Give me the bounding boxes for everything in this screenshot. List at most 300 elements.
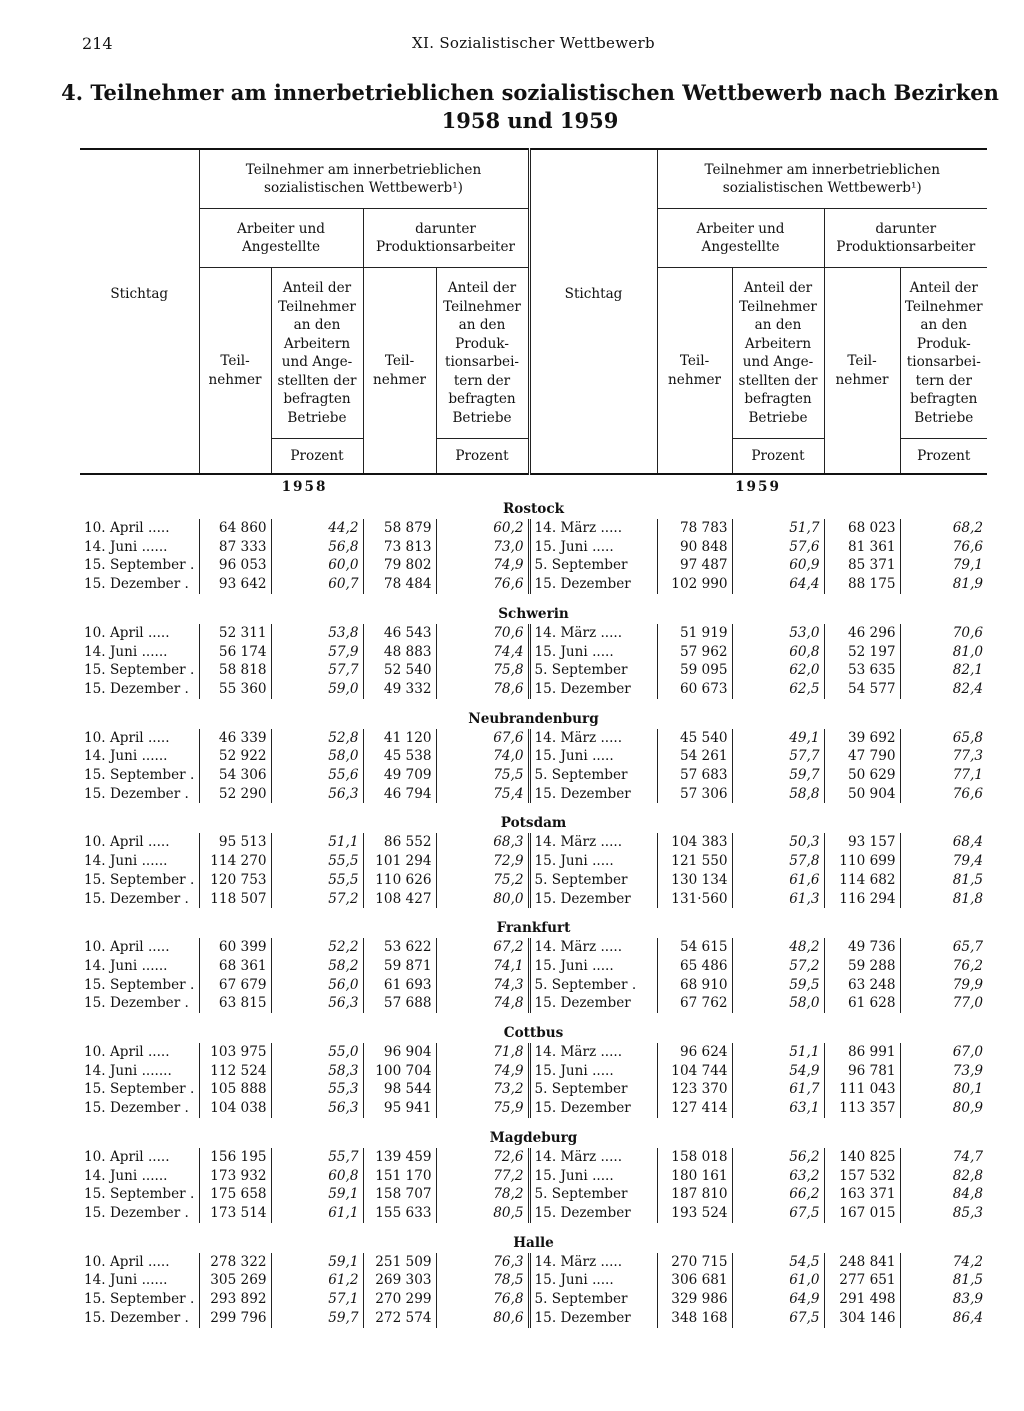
percent-produktion-1958: 75,9	[436, 1099, 529, 1118]
percent-produktion-1959: 68,2	[900, 519, 987, 538]
percent-produktion-1959: 86,4	[900, 1309, 987, 1328]
date-1958: 15. Dezember .	[84, 995, 189, 1012]
header-stichtag-spacer	[80, 439, 199, 475]
participants-arbeiter-1958: 95 513	[199, 833, 271, 852]
percent-produktion-1958: 74,9	[436, 556, 529, 575]
spacer-cell	[80, 594, 987, 604]
participants-produktion-1958: 155 633	[363, 1204, 436, 1223]
date-1958: 15. September .	[84, 767, 195, 784]
participants-produktion-1959: 50 629	[824, 766, 900, 785]
percent-arbeiter-1958: 55,7	[271, 1148, 363, 1167]
participants-produktion-1959: 59 288	[824, 957, 900, 976]
percent-produktion-1959: 84,8	[900, 1185, 987, 1204]
percent-arbeiter-1959: 62,5	[732, 680, 824, 699]
participants-produktion-1959: 53 635	[824, 661, 900, 680]
participants-produktion-1959: 54 577	[824, 680, 900, 699]
percent-arbeiter-1958: 55,5	[271, 871, 363, 890]
participants-produktion-1959: 85 371	[824, 556, 900, 575]
percent-arbeiter-1959: 59,7	[732, 766, 824, 785]
region-name: Schwerin	[498, 605, 569, 622]
header-teilnehmer: Teil- nehmer	[824, 268, 900, 475]
participants-produktion-1958: 41 120	[363, 729, 436, 748]
statistics-table	[80, 148, 987, 1328]
table-row	[80, 538, 987, 557]
percent-produktion-1959: 81,5	[900, 1271, 987, 1290]
header-teilnehmer: Teil- nehmer	[363, 268, 436, 475]
participants-produktion-1959: 304 146	[824, 1309, 900, 1328]
table-row	[80, 1167, 987, 1186]
percent-arbeiter-1958: 61,2	[271, 1271, 363, 1290]
percent-arbeiter-1959: 51,1	[732, 1043, 824, 1062]
date-1958: 10. April .....	[84, 729, 170, 746]
table-row	[80, 1309, 987, 1328]
participants-produktion-1959: 88 175	[824, 575, 900, 594]
percent-arbeiter-1959: 49,1	[732, 729, 824, 748]
table-row	[80, 871, 987, 890]
date-1959: 15. Juni .....	[529, 1167, 657, 1186]
percent-arbeiter-1958: 52,8	[271, 729, 363, 748]
participants-produktion-1959: 277 651	[824, 1271, 900, 1290]
header-prozent: Prozent	[436, 439, 529, 475]
percent-arbeiter-1958: 58,2	[271, 957, 363, 976]
participants-arbeiter-1959: 104 744	[657, 1062, 732, 1081]
percent-produktion-1958: 67,2	[436, 938, 529, 957]
percent-arbeiter-1959: 66,2	[732, 1185, 824, 1204]
percent-arbeiter-1958: 44,2	[271, 519, 363, 538]
percent-produktion-1959: 77,3	[900, 747, 987, 766]
date-1958: 14. Juni ......	[84, 1167, 168, 1184]
participants-arbeiter-1958: 67 679	[199, 976, 271, 995]
percent-produktion-1959: 81,9	[900, 575, 987, 594]
participants-arbeiter-1958: 112 524	[199, 1062, 271, 1081]
participants-arbeiter-1959: 348 168	[657, 1309, 732, 1328]
date-1959: 14. März .....	[529, 833, 657, 852]
percent-arbeiter-1959: 57,6	[732, 538, 824, 557]
percent-arbeiter-1959: 61,6	[732, 871, 824, 890]
percent-arbeiter-1959: 59,5	[732, 976, 824, 995]
percent-produktion-1958: 70,6	[436, 624, 529, 643]
date-1958: 14. Juni ......	[84, 957, 168, 974]
percent-produktion-1959: 79,1	[900, 556, 987, 575]
percent-arbeiter-1958: 59,0	[271, 680, 363, 699]
percent-arbeiter-1958: 56,3	[271, 1099, 363, 1118]
participants-produktion-1958: 49 709	[363, 766, 436, 785]
participants-produktion-1958: 48 883	[363, 643, 436, 662]
participants-produktion-1959: 49 736	[824, 938, 900, 957]
percent-arbeiter-1958: 55,3	[271, 1080, 363, 1099]
date-1959: 15. Dezember	[529, 994, 657, 1013]
participants-produktion-1959: 50 904	[824, 785, 900, 804]
participants-arbeiter-1958: 96 053	[199, 556, 271, 575]
participants-arbeiter-1958: 299 796	[199, 1309, 271, 1328]
participants-produktion-1959: 86 991	[824, 1043, 900, 1062]
date-1958: 10. April .....	[84, 834, 170, 851]
percent-produktion-1959: 68,4	[900, 833, 987, 852]
region-spacer	[80, 908, 987, 918]
year-label-left: 1958	[281, 479, 328, 495]
percent-produktion-1959: 76,6	[900, 538, 987, 557]
header-teilnehmer: Teil- nehmer	[657, 268, 732, 475]
percent-produktion-1958: 71,8	[436, 1043, 529, 1062]
spacer-cell	[80, 1013, 987, 1023]
participants-produktion-1958: 73 813	[363, 538, 436, 557]
percent-produktion-1959: 82,4	[900, 680, 987, 699]
header-anteil-arbeiter: Anteil der Teilnehmer an den Arbeitern und Ange- stellten der befragten Betriebe	[271, 268, 363, 439]
participants-arbeiter-1959: 158 018	[657, 1148, 732, 1167]
date-1958: 10. April .....	[84, 520, 170, 536]
date-1959: 5. September .	[529, 976, 657, 995]
region-header-row	[80, 813, 987, 833]
participants-arbeiter-1958: 278 322	[199, 1253, 271, 1272]
date-1959: 15. Juni .....	[529, 747, 657, 766]
percent-produktion-1959: 81,0	[900, 643, 987, 662]
spacer-cell	[80, 699, 987, 709]
participants-arbeiter-1958: 105 888	[199, 1080, 271, 1099]
participants-produktion-1959: 163 371	[824, 1185, 900, 1204]
percent-produktion-1958: 72,9	[436, 852, 529, 871]
table-row	[80, 624, 987, 643]
participants-produktion-1959: 167 015	[824, 1204, 900, 1223]
percent-arbeiter-1958: 55,5	[271, 852, 363, 871]
header-produktion-right: darunter Produktionsarbeiter	[824, 209, 987, 268]
participants-arbeiter-1959: 130 134	[657, 871, 732, 890]
participants-produktion-1959: 114 682	[824, 871, 900, 890]
participants-produktion-1958: 151 170	[363, 1167, 436, 1186]
participants-arbeiter-1959: 59 095	[657, 661, 732, 680]
participants-arbeiter-1959: 102 990	[657, 575, 732, 594]
region-name: Cottbus	[503, 1025, 564, 1042]
table-row	[80, 643, 987, 662]
participants-produktion-1958: 59 871	[363, 957, 436, 976]
participants-produktion-1958: 86 552	[363, 833, 436, 852]
percent-arbeiter-1958: 55,6	[271, 766, 363, 785]
participants-arbeiter-1958: 156 195	[199, 1148, 271, 1167]
percent-arbeiter-1959: 57,8	[732, 852, 824, 871]
region-name: Potsdam	[500, 815, 567, 832]
date-1959: 5. September	[529, 871, 657, 890]
date-1959: 5. September	[529, 1080, 657, 1099]
header-group-right: Teilnehmer am innerbetrieblichen sozialistischen Wettbewerb¹)	[657, 149, 987, 209]
participants-arbeiter-1958: 60 399	[199, 938, 271, 957]
percent-arbeiter-1959: 58,8	[732, 785, 824, 804]
participants-arbeiter-1959: 67 762	[657, 994, 732, 1013]
percent-produktion-1958: 80,5	[436, 1204, 529, 1223]
participants-produktion-1958: 57 688	[363, 994, 436, 1013]
region-spacer	[80, 803, 987, 813]
table-row	[80, 1099, 987, 1118]
percent-produktion-1959: 76,6	[900, 785, 987, 804]
date-1959: 14. März .....	[529, 729, 657, 748]
participants-produktion-1958: 61 693	[363, 976, 436, 995]
participants-arbeiter-1959: 57 306	[657, 785, 732, 804]
date-1959: 15. Juni .....	[529, 852, 657, 871]
header-produktion-left: darunter Produktionsarbeiter	[363, 209, 529, 268]
participants-arbeiter-1958: 52 290	[199, 785, 271, 804]
date-1958: 14. Juni .......	[84, 1062, 172, 1079]
participants-produktion-1959: 116 294	[824, 890, 900, 909]
date-1959: 5. September	[529, 556, 657, 575]
region-name: Frankfurt	[496, 920, 571, 937]
participants-arbeiter-1958: 118 507	[199, 890, 271, 909]
participants-produktion-1958: 139 459	[363, 1148, 436, 1167]
table-row	[80, 1080, 987, 1099]
percent-arbeiter-1958: 57,2	[271, 890, 363, 909]
participants-arbeiter-1958: 173 514	[199, 1204, 271, 1223]
participants-arbeiter-1959: 329 986	[657, 1290, 732, 1309]
participants-arbeiter-1959: 68 910	[657, 976, 732, 995]
header-arbeiter-left: Arbeiter und Angestellte	[199, 209, 363, 268]
participants-produktion-1958: 272 574	[363, 1309, 436, 1328]
participants-produktion-1958: 46 794	[363, 785, 436, 804]
date-1958: 10. April .....	[84, 1044, 170, 1061]
table-row	[80, 890, 987, 909]
percent-produktion-1958: 67,6	[436, 729, 529, 748]
percent-produktion-1958: 76,3	[436, 1253, 529, 1272]
date-1959: 14. März .....	[529, 938, 657, 957]
participants-arbeiter-1959: 131·560	[657, 890, 732, 909]
percent-produktion-1959: 81,5	[900, 871, 987, 890]
date-1959: 15. Juni .....	[529, 1271, 657, 1290]
percent-produktion-1959: 85,3	[900, 1204, 987, 1223]
table-row	[80, 766, 987, 785]
date-1958: 15. Dezember .	[84, 1204, 189, 1221]
region-spacer	[80, 594, 987, 604]
percent-arbeiter-1958: 61,1	[271, 1204, 363, 1223]
region-name: Neubrandenburg	[468, 710, 599, 727]
participants-arbeiter-1959: 187 810	[657, 1185, 732, 1204]
table-row	[80, 1253, 987, 1272]
participants-arbeiter-1958: 104 038	[199, 1099, 271, 1118]
participants-arbeiter-1959: 306 681	[657, 1271, 732, 1290]
participants-arbeiter-1959: 51 919	[657, 624, 732, 643]
date-1959: 15. Dezember	[529, 680, 657, 699]
percent-produktion-1958: 74,8	[436, 994, 529, 1013]
spacer-cell	[80, 1223, 987, 1233]
participants-produktion-1958: 96 904	[363, 1043, 436, 1062]
participants-arbeiter-1958: 55 360	[199, 680, 271, 699]
table-title: 4. Teilnehmer am innerbetrieblichen sozialistischen Wettbewerb nach Bezirken	[61, 80, 999, 105]
date-1958: 15. September .	[84, 871, 195, 888]
percent-produktion-1959: 80,9	[900, 1099, 987, 1118]
running-head: XI. Sozialistischer Wettbewerb	[412, 34, 655, 52]
percent-arbeiter-1959: 62,0	[732, 661, 824, 680]
region-header-row	[80, 499, 987, 519]
date-1958: 14. Juni ......	[84, 643, 168, 660]
date-1959: 15. Juni .....	[529, 643, 657, 662]
percent-arbeiter-1958: 60,0	[271, 556, 363, 575]
percent-produktion-1959: 76,2	[900, 957, 987, 976]
table-row	[80, 680, 987, 699]
participants-arbeiter-1959: 45 540	[657, 729, 732, 748]
percent-produktion-1958: 75,5	[436, 766, 529, 785]
date-1959: 15. Dezember	[529, 1204, 657, 1223]
table-body	[80, 474, 987, 1328]
date-1959: 15. Dezember	[529, 1099, 657, 1118]
percent-arbeiter-1958: 56,0	[271, 976, 363, 995]
percent-produktion-1959: 67,0	[900, 1043, 987, 1062]
region-header-row	[80, 604, 987, 624]
percent-produktion-1959: 79,9	[900, 976, 987, 995]
participants-arbeiter-1959: 104 383	[657, 833, 732, 852]
header-group-left: Teilnehmer am innerbetrieblichen sozialistischen Wettbewerb¹)	[199, 149, 529, 209]
spacer-cell	[80, 803, 987, 813]
participants-produktion-1959: 81 361	[824, 538, 900, 557]
region-header-row	[80, 918, 987, 938]
date-1959: 5. September	[529, 1185, 657, 1204]
percent-arbeiter-1958: 58,3	[271, 1062, 363, 1081]
percent-produktion-1959: 65,8	[900, 729, 987, 748]
participants-produktion-1958: 53 622	[363, 938, 436, 957]
participants-produktion-1958: 251 509	[363, 1253, 436, 1272]
percent-produktion-1958: 78,6	[436, 680, 529, 699]
percent-produktion-1959: 80,1	[900, 1080, 987, 1099]
date-1959: 15. Dezember	[529, 1309, 657, 1328]
percent-arbeiter-1959: 57,7	[732, 747, 824, 766]
table-row	[80, 1204, 987, 1223]
date-1958: 15. September .	[84, 1291, 195, 1308]
participants-produktion-1959: 61 628	[824, 994, 900, 1013]
participants-arbeiter-1959: 270 715	[657, 1253, 732, 1272]
participants-arbeiter-1958: 56 174	[199, 643, 271, 662]
participants-arbeiter-1959: 78 783	[657, 519, 732, 538]
table-row	[80, 994, 987, 1013]
participants-arbeiter-1958: 103 975	[199, 1043, 271, 1062]
header-anteil-produktion: Anteil der Teilnehmer an den Produk- tionsarbei- tern der befragten Betriebe	[900, 268, 987, 439]
percent-arbeiter-1959: 48,2	[732, 938, 824, 957]
percent-produktion-1958: 60,2	[436, 519, 529, 538]
percent-produktion-1958: 78,5	[436, 1271, 529, 1290]
participants-arbeiter-1959: 54 615	[657, 938, 732, 957]
region-name: Rostock	[502, 501, 565, 517]
participants-produktion-1959: 52 197	[824, 643, 900, 662]
header-prozent: Prozent	[900, 439, 987, 475]
participants-arbeiter-1958: 120 753	[199, 871, 271, 890]
table-row	[80, 1185, 987, 1204]
table-row	[80, 747, 987, 766]
participants-produktion-1958: 45 538	[363, 747, 436, 766]
percent-produktion-1959: 74,7	[900, 1148, 987, 1167]
percent-arbeiter-1959: 54,9	[732, 1062, 824, 1081]
table-row	[80, 1271, 987, 1290]
header-prozent: Prozent	[271, 439, 363, 475]
spacer-cell	[80, 908, 987, 918]
participants-arbeiter-1959: 121 550	[657, 852, 732, 871]
participants-produktion-1959: 110 699	[824, 852, 900, 871]
percent-arbeiter-1958: 57,1	[271, 1290, 363, 1309]
table-title-years: 1958 und 1959	[441, 108, 619, 133]
participants-arbeiter-1959: 193 524	[657, 1204, 732, 1223]
participants-produktion-1959: 93 157	[824, 833, 900, 852]
participants-arbeiter-1958: 305 269	[199, 1271, 271, 1290]
date-1958: 15. Dezember .	[84, 680, 189, 697]
date-1958: 15. Dezember .	[84, 785, 189, 802]
percent-arbeiter-1958: 59,7	[271, 1309, 363, 1328]
header-stichtag-spacer	[529, 439, 657, 475]
percent-arbeiter-1959: 67,5	[732, 1309, 824, 1328]
date-1958: 14. Juni ......	[84, 1272, 168, 1289]
participants-produktion-1959: 140 825	[824, 1148, 900, 1167]
percent-produktion-1958: 75,2	[436, 871, 529, 890]
percent-arbeiter-1959: 64,4	[732, 575, 824, 594]
date-1959: 14. März .....	[529, 1253, 657, 1272]
percent-produktion-1958: 75,4	[436, 785, 529, 804]
region-spacer	[80, 1118, 987, 1128]
participants-produktion-1959: 39 692	[824, 729, 900, 748]
year-label-right: 1959	[735, 479, 781, 495]
date-1959: 5. September	[529, 661, 657, 680]
date-1959: 5. September	[529, 766, 657, 785]
participants-produktion-1959: 47 790	[824, 747, 900, 766]
table-row	[80, 661, 987, 680]
participants-produktion-1959: 68 023	[824, 519, 900, 538]
percent-produktion-1958: 74,1	[436, 957, 529, 976]
participants-arbeiter-1958: 293 892	[199, 1290, 271, 1309]
percent-arbeiter-1959: 63,2	[732, 1167, 824, 1186]
percent-arbeiter-1959: 67,5	[732, 1204, 824, 1223]
header-arbeiter-right: Arbeiter und Angestellte	[657, 209, 824, 268]
participants-produktion-1958: 108 427	[363, 890, 436, 909]
participants-produktion-1959: 157 532	[824, 1167, 900, 1186]
region-spacer	[80, 699, 987, 709]
region-header-row	[80, 1233, 987, 1253]
date-1959: 14. März .....	[529, 1043, 657, 1062]
participants-produktion-1959: 248 841	[824, 1253, 900, 1272]
percent-produktion-1958: 76,8	[436, 1290, 529, 1309]
percent-produktion-1958: 74,9	[436, 1062, 529, 1081]
percent-produktion-1959: 77,1	[900, 766, 987, 785]
participants-arbeiter-1959: 65 486	[657, 957, 732, 976]
date-1959: 15. Dezember	[529, 575, 657, 594]
table-row	[80, 833, 987, 852]
percent-produktion-1958: 72,6	[436, 1148, 529, 1167]
participants-produktion-1959: 46 296	[824, 624, 900, 643]
percent-produktion-1958: 73,2	[436, 1080, 529, 1099]
participants-produktion-1958: 46 543	[363, 624, 436, 643]
participants-arbeiter-1958: 63 815	[199, 994, 271, 1013]
participants-produktion-1958: 101 294	[363, 852, 436, 871]
date-1958: 15. Dezember .	[84, 1309, 189, 1326]
date-1958: 14. Juni ......	[84, 748, 168, 765]
percent-arbeiter-1959: 60,9	[732, 556, 824, 575]
spacer-cell	[80, 1118, 987, 1128]
participants-arbeiter-1959: 57 683	[657, 766, 732, 785]
participants-arbeiter-1959: 57 962	[657, 643, 732, 662]
percent-arbeiter-1958: 57,7	[271, 661, 363, 680]
percent-produktion-1959: 73,9	[900, 1062, 987, 1081]
participants-produktion-1959: 96 781	[824, 1062, 900, 1081]
participants-arbeiter-1959: 97 487	[657, 556, 732, 575]
date-1958: 14. Juni ......	[84, 538, 168, 555]
percent-produktion-1959: 83,9	[900, 1290, 987, 1309]
percent-produktion-1958: 80,0	[436, 890, 529, 909]
participants-produktion-1958: 110 626	[363, 871, 436, 890]
table-row	[80, 1148, 987, 1167]
date-1958: 14. Juni ......	[84, 853, 168, 870]
participants-produktion-1958: 79 802	[363, 556, 436, 575]
date-1958: 15. Dezember .	[84, 576, 189, 593]
percent-produktion-1959: 81,8	[900, 890, 987, 909]
percent-arbeiter-1959: 61,0	[732, 1271, 824, 1290]
date-1958: 15. September .	[84, 976, 195, 993]
percent-produktion-1958: 77,2	[436, 1167, 529, 1186]
date-1958: 15. Dezember .	[84, 1100, 189, 1117]
participants-arbeiter-1959: 90 848	[657, 538, 732, 557]
participants-produktion-1958: 52 540	[363, 661, 436, 680]
date-1959: 15. Juni .....	[529, 957, 657, 976]
percent-arbeiter-1958: 51,1	[271, 833, 363, 852]
percent-arbeiter-1958: 59,1	[271, 1185, 363, 1204]
percent-produktion-1959: 74,2	[900, 1253, 987, 1272]
